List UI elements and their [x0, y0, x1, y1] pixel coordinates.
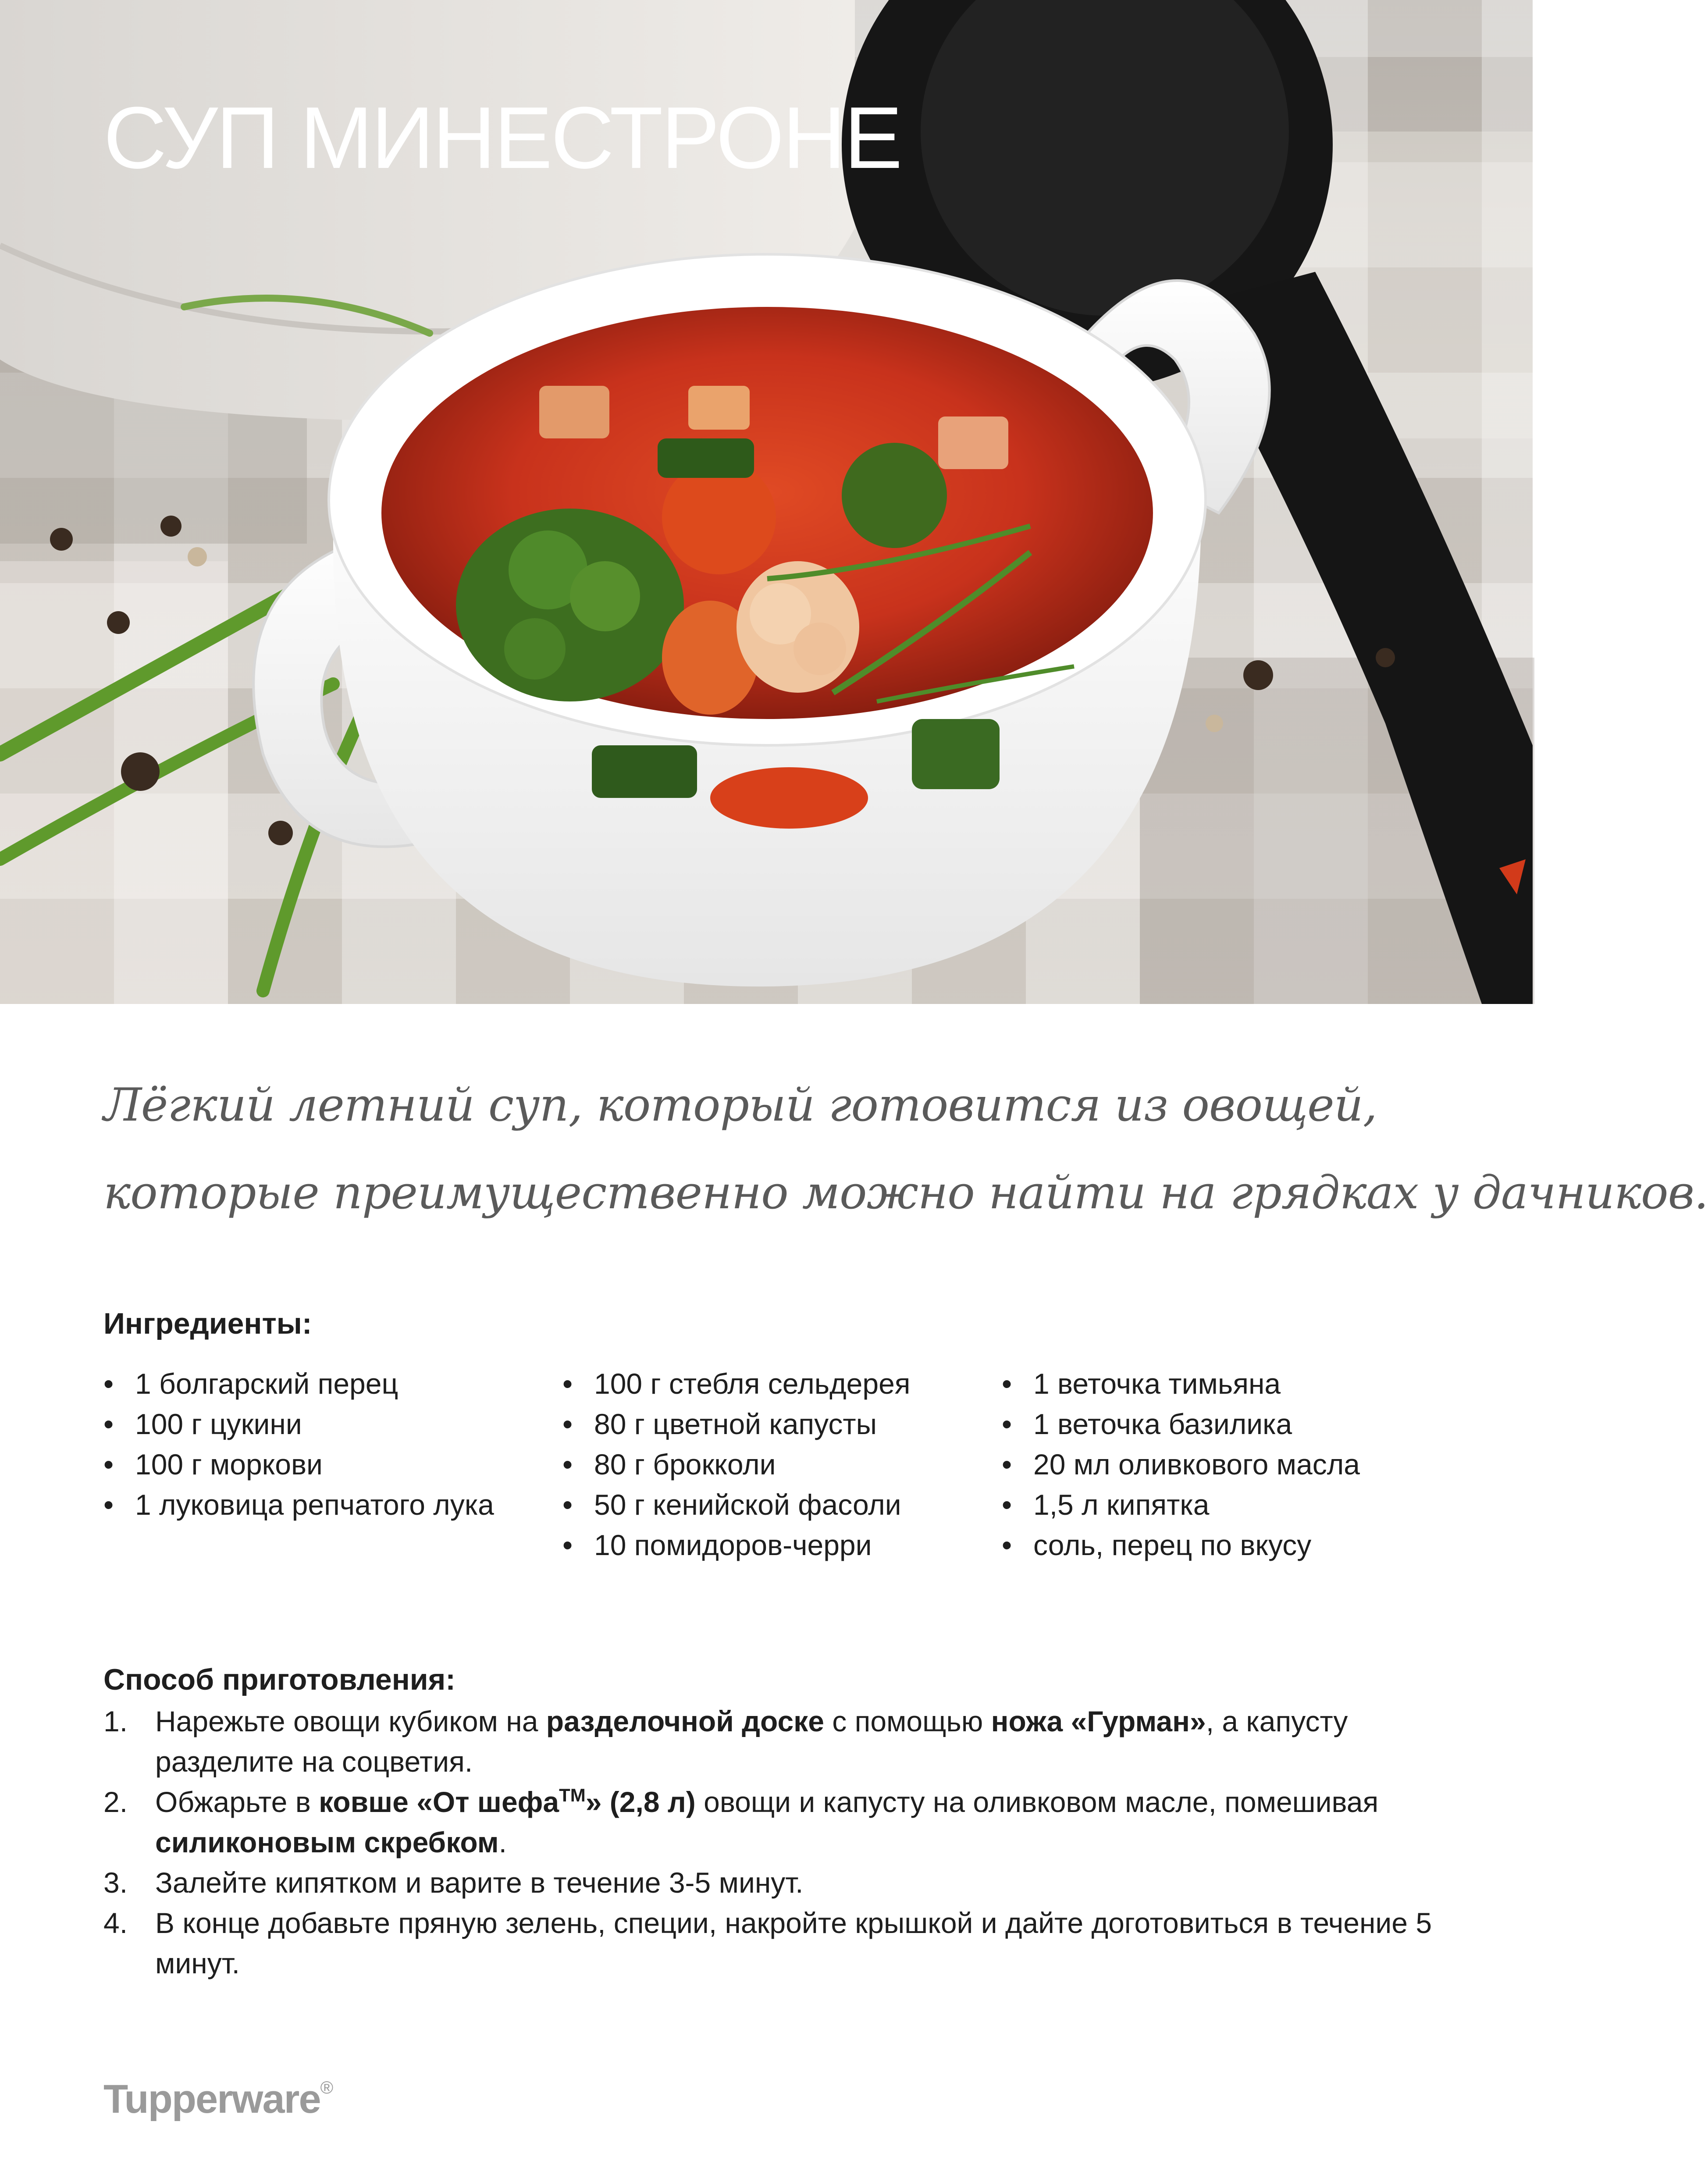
step-number: 1. — [103, 1705, 128, 1737]
method-heading: Способ приготовления: — [103, 1663, 455, 1696]
ingredient-item: • 20 мл оливкового масла — [1002, 1444, 1440, 1484]
ingredient-item: • 1 веточка базилика — [1002, 1404, 1440, 1444]
ingredient-item: • 50 г кенийской фасоли — [562, 1484, 957, 1525]
method-step — [103, 1862, 1462, 1903]
method-step — [103, 1701, 1462, 1782]
step-text: овощи и капусту на оливковом масле, помешивая — [695, 1786, 1379, 1818]
ingredients-column-2 — [562, 1363, 957, 1565]
tupperware-logo — [103, 2077, 333, 2122]
step-text: Обжарьте в — [155, 1786, 319, 1818]
step-number: 4. — [103, 1907, 128, 1939]
step-bold-text: TM — [559, 1785, 586, 1805]
step-text: . — [498, 1826, 507, 1858]
step-text: В конце добавьте пряную зелень, специи, накройте крышкой и дайте доготовиться в течение 5 минут. — [155, 1907, 1432, 1979]
step-bold-text: » (2,8 л) — [585, 1786, 696, 1818]
ingredient-item: • 1 веточка тимьяна — [1002, 1363, 1440, 1404]
registered-mark: ® — [320, 2078, 333, 2097]
step-text: с помощью — [824, 1705, 991, 1737]
ingredient-item: • 100 г моркови — [103, 1444, 511, 1484]
step-number: 2. — [103, 1786, 128, 1818]
step-bold-text: разделочной доске — [546, 1705, 824, 1737]
method-step — [103, 1903, 1462, 1983]
ingredient-item: • 1,5 л кипятка — [1002, 1484, 1440, 1525]
ingredients-heading: Ингредиенты: — [103, 1307, 312, 1340]
step-bold-text: ковше «От шефа — [319, 1786, 559, 1818]
ingredient-item: • 100 г цукини — [103, 1404, 511, 1444]
ingredient-item: • 10 помидоров-черри — [562, 1525, 957, 1565]
ingredient-item: • 80 г цветной капусты — [562, 1404, 957, 1444]
ingredients-column-1 — [103, 1363, 511, 1525]
step-text: Нарежьте овощи кубиком на — [155, 1705, 546, 1737]
ingredient-item: • соль, перец по вкусу — [1002, 1525, 1440, 1565]
intro-line-2: которые преимущественно можно найти на грядках у дачников. — [103, 1166, 1708, 1219]
method-step — [103, 1782, 1462, 1862]
recipe-title: СУП МИНЕСТРОНЕ — [103, 89, 901, 187]
step-bold-text: ножа «Гурман» — [991, 1705, 1206, 1737]
logo-text: Tupperware — [103, 2077, 320, 2122]
ingredient-item: • 80 г брокколи — [562, 1444, 957, 1484]
step-bold-text: силиконовым скребком — [155, 1826, 499, 1858]
ingredients-column-3 — [1002, 1363, 1440, 1565]
hero-photo — [0, 0, 1533, 1004]
method-steps — [103, 1701, 1462, 1983]
intro-text — [103, 1061, 1708, 1236]
intro-line-1: Лёгкий летний суп, который готовится из овощей, — [103, 1078, 1377, 1132]
step-text: , а капусту разделите на соцветия. — [155, 1705, 1348, 1778]
step-number: 3. — [103, 1866, 128, 1899]
ingredient-item: • 1 болгарский перец — [103, 1363, 511, 1404]
ingredient-item: • 100 г стебля сельдерея — [562, 1363, 957, 1404]
ingredient-item: • 1 луковица репчатого лука — [103, 1484, 511, 1525]
step-text: Залейте кипятком и варите в течение 3-5 минут. — [155, 1866, 804, 1899]
